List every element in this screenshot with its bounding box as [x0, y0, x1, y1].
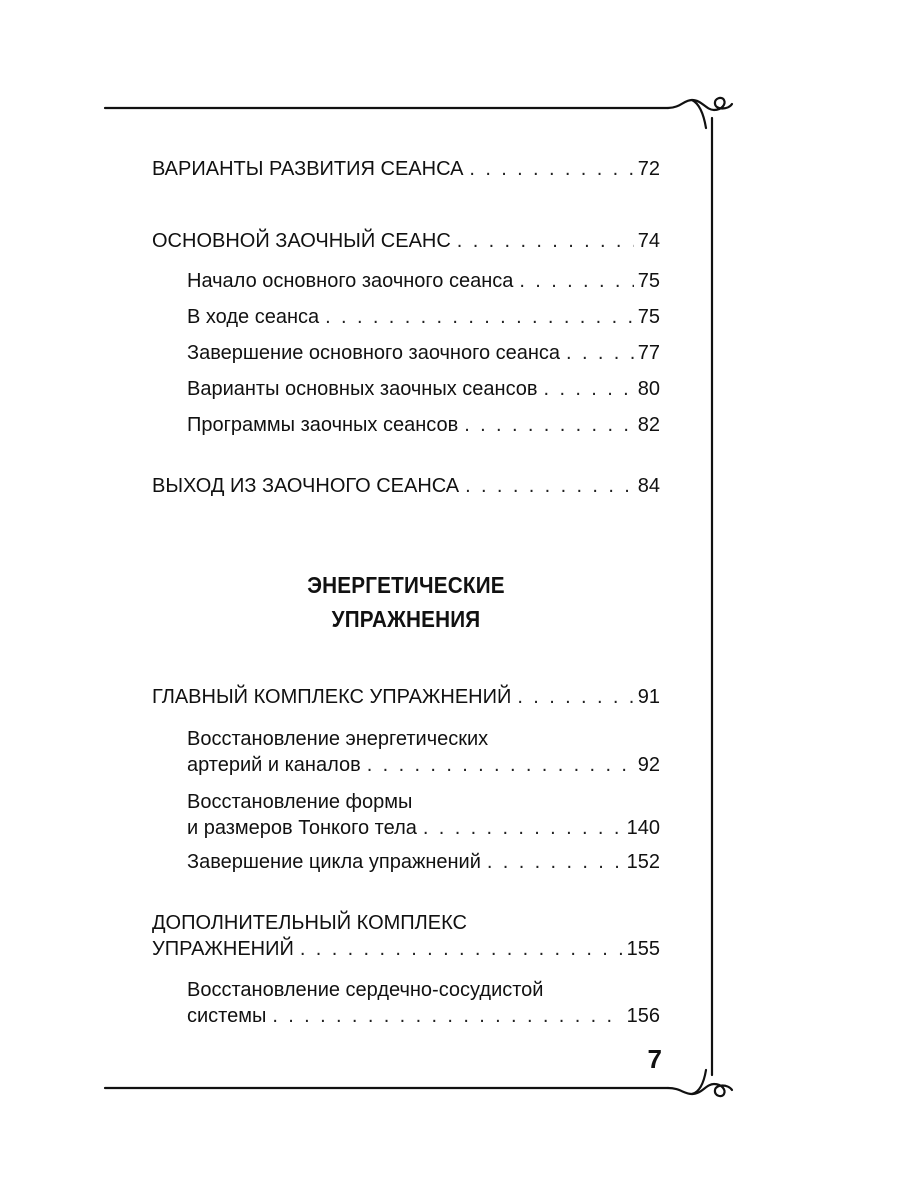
toc-entry-page: 152: [626, 851, 660, 873]
toc-entry-title-line2: системы: [187, 1005, 267, 1027]
toc-entry-page: 77: [637, 342, 660, 364]
toc-subentry: [187, 849, 660, 875]
toc-entry-title: Программы заочных сеансов: [187, 414, 459, 436]
toc-leader-dots: [272, 1003, 622, 1029]
toc-entry-page: 140: [626, 817, 660, 839]
toc-subentry: [187, 726, 660, 778]
section-heading: [177, 568, 634, 636]
toc-entry: [152, 910, 660, 962]
toc-entry: [152, 228, 660, 254]
toc-leader-dots: [469, 156, 633, 182]
toc-entry-page: 72: [637, 158, 660, 180]
toc-entry: [152, 684, 660, 710]
toc-entry-title: В ходе сеанса: [187, 306, 320, 328]
toc-entry-page: 75: [637, 306, 660, 328]
toc-entry-title-line2: УПРАЖНЕНИЙ: [152, 938, 294, 960]
toc-entry-title: ГЛАВНЫЙ КОМПЛЕКС УПРАЖНЕНИЙ: [152, 686, 512, 708]
toc-leader-dots: [367, 752, 634, 778]
toc-subentry: [187, 789, 660, 841]
toc-entry-page: 91: [637, 686, 660, 708]
toc-subentry: [187, 977, 660, 1029]
toc-entry-title: Завершение основного заочного сеанса: [187, 342, 561, 364]
toc-entry-page: 156: [626, 1005, 660, 1027]
toc-leader-dots: [519, 268, 633, 294]
toc-entry-page: 75: [637, 270, 660, 292]
toc-entry: [152, 156, 660, 182]
toc-leader-dots: [457, 228, 634, 254]
toc-subentry: [187, 412, 660, 438]
toc-entry-title-line1: Восстановление формы: [187, 791, 413, 813]
toc-subentry: [187, 268, 660, 294]
toc-entry-page: 155: [626, 938, 660, 960]
section-heading-line2: УПРАЖНЕНИЯ: [331, 606, 481, 632]
page-number: 7: [647, 1044, 662, 1074]
toc-subentry: [187, 376, 660, 402]
toc-entry-title-line1: Восстановление сердечно-сосудистой: [187, 979, 544, 1001]
toc-entry-page: 80: [637, 378, 660, 400]
toc-entry-title: ВЫХОД ИЗ ЗАОЧНОГО СЕАНСА: [152, 475, 460, 497]
toc-leader-dots: [423, 815, 623, 841]
toc-entry-title: ВАРИАНТЫ РАЗВИТИЯ СЕАНСА: [152, 158, 464, 180]
toc-leader-dots: [566, 340, 634, 366]
toc-leader-dots: [487, 849, 623, 875]
toc-entry-page: 74: [637, 230, 660, 252]
toc-entry-title-line2: и размеров Тонкого тела: [187, 817, 417, 839]
toc-leader-dots: [300, 936, 623, 962]
toc-entry-title: Варианты основных заочных сеансов: [187, 378, 538, 400]
toc-entry: [152, 473, 660, 499]
toc-entry-title: Завершение цикла упражнений: [187, 851, 481, 873]
toc-subentry: [187, 340, 660, 366]
toc-entry-title: ОСНОВНОЙ ЗАОЧНЫЙ СЕАНС: [152, 230, 451, 252]
toc-entry-title-line1: Восстановление энергетических: [187, 728, 489, 750]
toc-leader-dots: [465, 473, 634, 499]
toc-entry-title-line2: артерий и каналов: [187, 754, 361, 776]
toc-subentry: [187, 304, 660, 330]
toc-leader-dots: [517, 684, 633, 710]
toc-leader-dots: [544, 376, 634, 402]
section-heading-line1: ЭНЕРГЕТИЧЕСКИЕ: [307, 572, 505, 598]
toc-leader-dots: [325, 304, 634, 330]
toc-entry-page: 92: [637, 754, 660, 776]
toc-entry-page: 82: [637, 414, 660, 436]
toc-leader-dots: [464, 412, 634, 438]
toc-entry-title-line1: ДОПОЛНИТЕЛЬНЫЙ КОМПЛЕКС: [152, 912, 467, 934]
toc-entry-page: 84: [637, 475, 660, 497]
toc-entry-title: Начало основного заочного сеанса: [187, 270, 514, 292]
